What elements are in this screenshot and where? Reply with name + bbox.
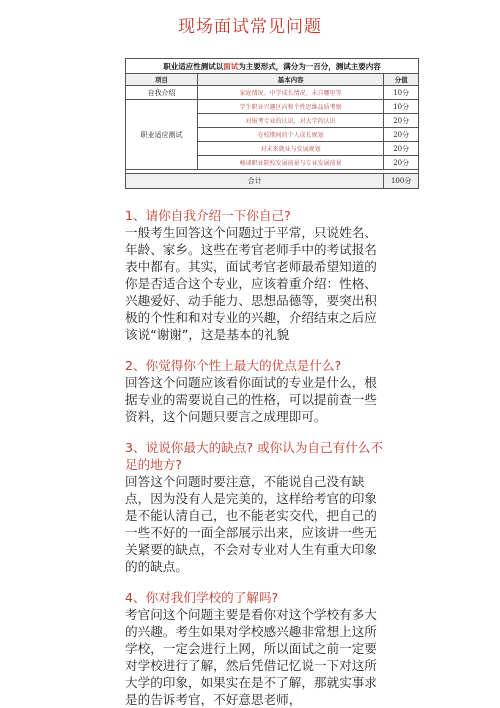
header-score: 分值 (384, 74, 419, 86)
answer-3: 回答这个问题时要注意，不能说自己没有缺点，因为没有人是完美的，这样给考官的印象是不能认清自己，也不能老实交代，把自己的一些不好的一面全部展示出来，应该讲一些无关紧要的缺点，不会对专业对人生有重大印象的的缺点。 (125, 474, 377, 574)
answer-1: 一般考生回答这个问题过于平常，只说姓名、年龄、家乡。这些在考官老师手中的考试报名表中都有。其实，面试考官老师最希望知道的你是否适合这个专业，应该着重介绍：性格、兴趣爱好、动手能力、思想品德等，要突出积极的个性和和对专业的兴趣，介绍结束之后应该说“谢谢”，这是基本的礼貌 (125, 225, 377, 342)
self-intro-score: 10分 (384, 86, 419, 100)
header-content: 基本内容 (198, 74, 384, 86)
section-gap (125, 343, 387, 357)
test-row-content: 学生职业兴趣区向和个性思维品质考察 (198, 100, 384, 114)
table-caption-row (126, 59, 419, 74)
test-row-content: 对报考专业的认识，对大学的认识 (198, 114, 384, 128)
question-2: 2、你觉得你个性上最大的优点是什么? (125, 358, 342, 373)
page-title: 现场面试常见问题 (178, 17, 322, 37)
test-row-score: 10分 (384, 100, 419, 114)
question-1: 1、请你自我介绍一下你自己? (125, 208, 291, 223)
exam-content-table (125, 58, 419, 189)
caption-suffix: 为主要形式，满分为一百分，测试主要内容 (238, 61, 381, 71)
table-header-row (126, 74, 419, 86)
test-row-score: 20分 (384, 114, 419, 128)
total-label: 合计 (126, 174, 384, 189)
self-intro-label: 自我介绍 (126, 86, 198, 100)
question-3: 3、说说你最大的缺点? 或你认为自己有什么不足的地方? (125, 440, 383, 472)
total-score: 100分 (384, 174, 419, 189)
caption-prefix: 职业适应性测试以 (163, 61, 224, 71)
answer-4: 考官问这个问题主要是看你对这个学校有多大的兴趣。考生如果对学校感兴趣非常想上这所学校，一定会进行上网，所以面试之前一定要对学校进行了解，然后凭借记忆说一下对这所大学的印象，如果实在是不了解，那就实事求是的告诉考官，不好意思老师， (125, 607, 377, 707)
qa-section (125, 207, 387, 708)
test-row-content: 畅谈职业院校发展前景与专业发展前景 (198, 156, 384, 170)
table-row (126, 100, 419, 114)
test-row-content: 在校期间的个人成长规划 (198, 128, 384, 142)
test-row-score: 20分 (384, 156, 419, 170)
section-gap (125, 425, 387, 439)
caption-highlight: 面试 (223, 61, 239, 71)
test-row-score: 20分 (384, 128, 419, 142)
table-total-row (126, 174, 419, 189)
table-caption (126, 59, 419, 74)
section-gap (125, 575, 387, 589)
table-row (126, 86, 419, 100)
test-row-content: 对未来就业与发展规划 (198, 142, 384, 156)
test-label: 职业适应测试 (126, 100, 198, 170)
header-item: 项目 (126, 74, 198, 86)
test-row-score: 20分 (384, 142, 419, 156)
answer-2: 回答这个问题应该看你面试的专业是什么，根据专业的需要说自己的性格，可以提前查一些资料，这个问题只要言之成理即可。 (125, 375, 377, 424)
question-4: 4、你对我们学校的了解吗? (125, 590, 279, 605)
self-intro-content: 家庭情况、中学成长情况、未自哪里等 (198, 86, 384, 100)
